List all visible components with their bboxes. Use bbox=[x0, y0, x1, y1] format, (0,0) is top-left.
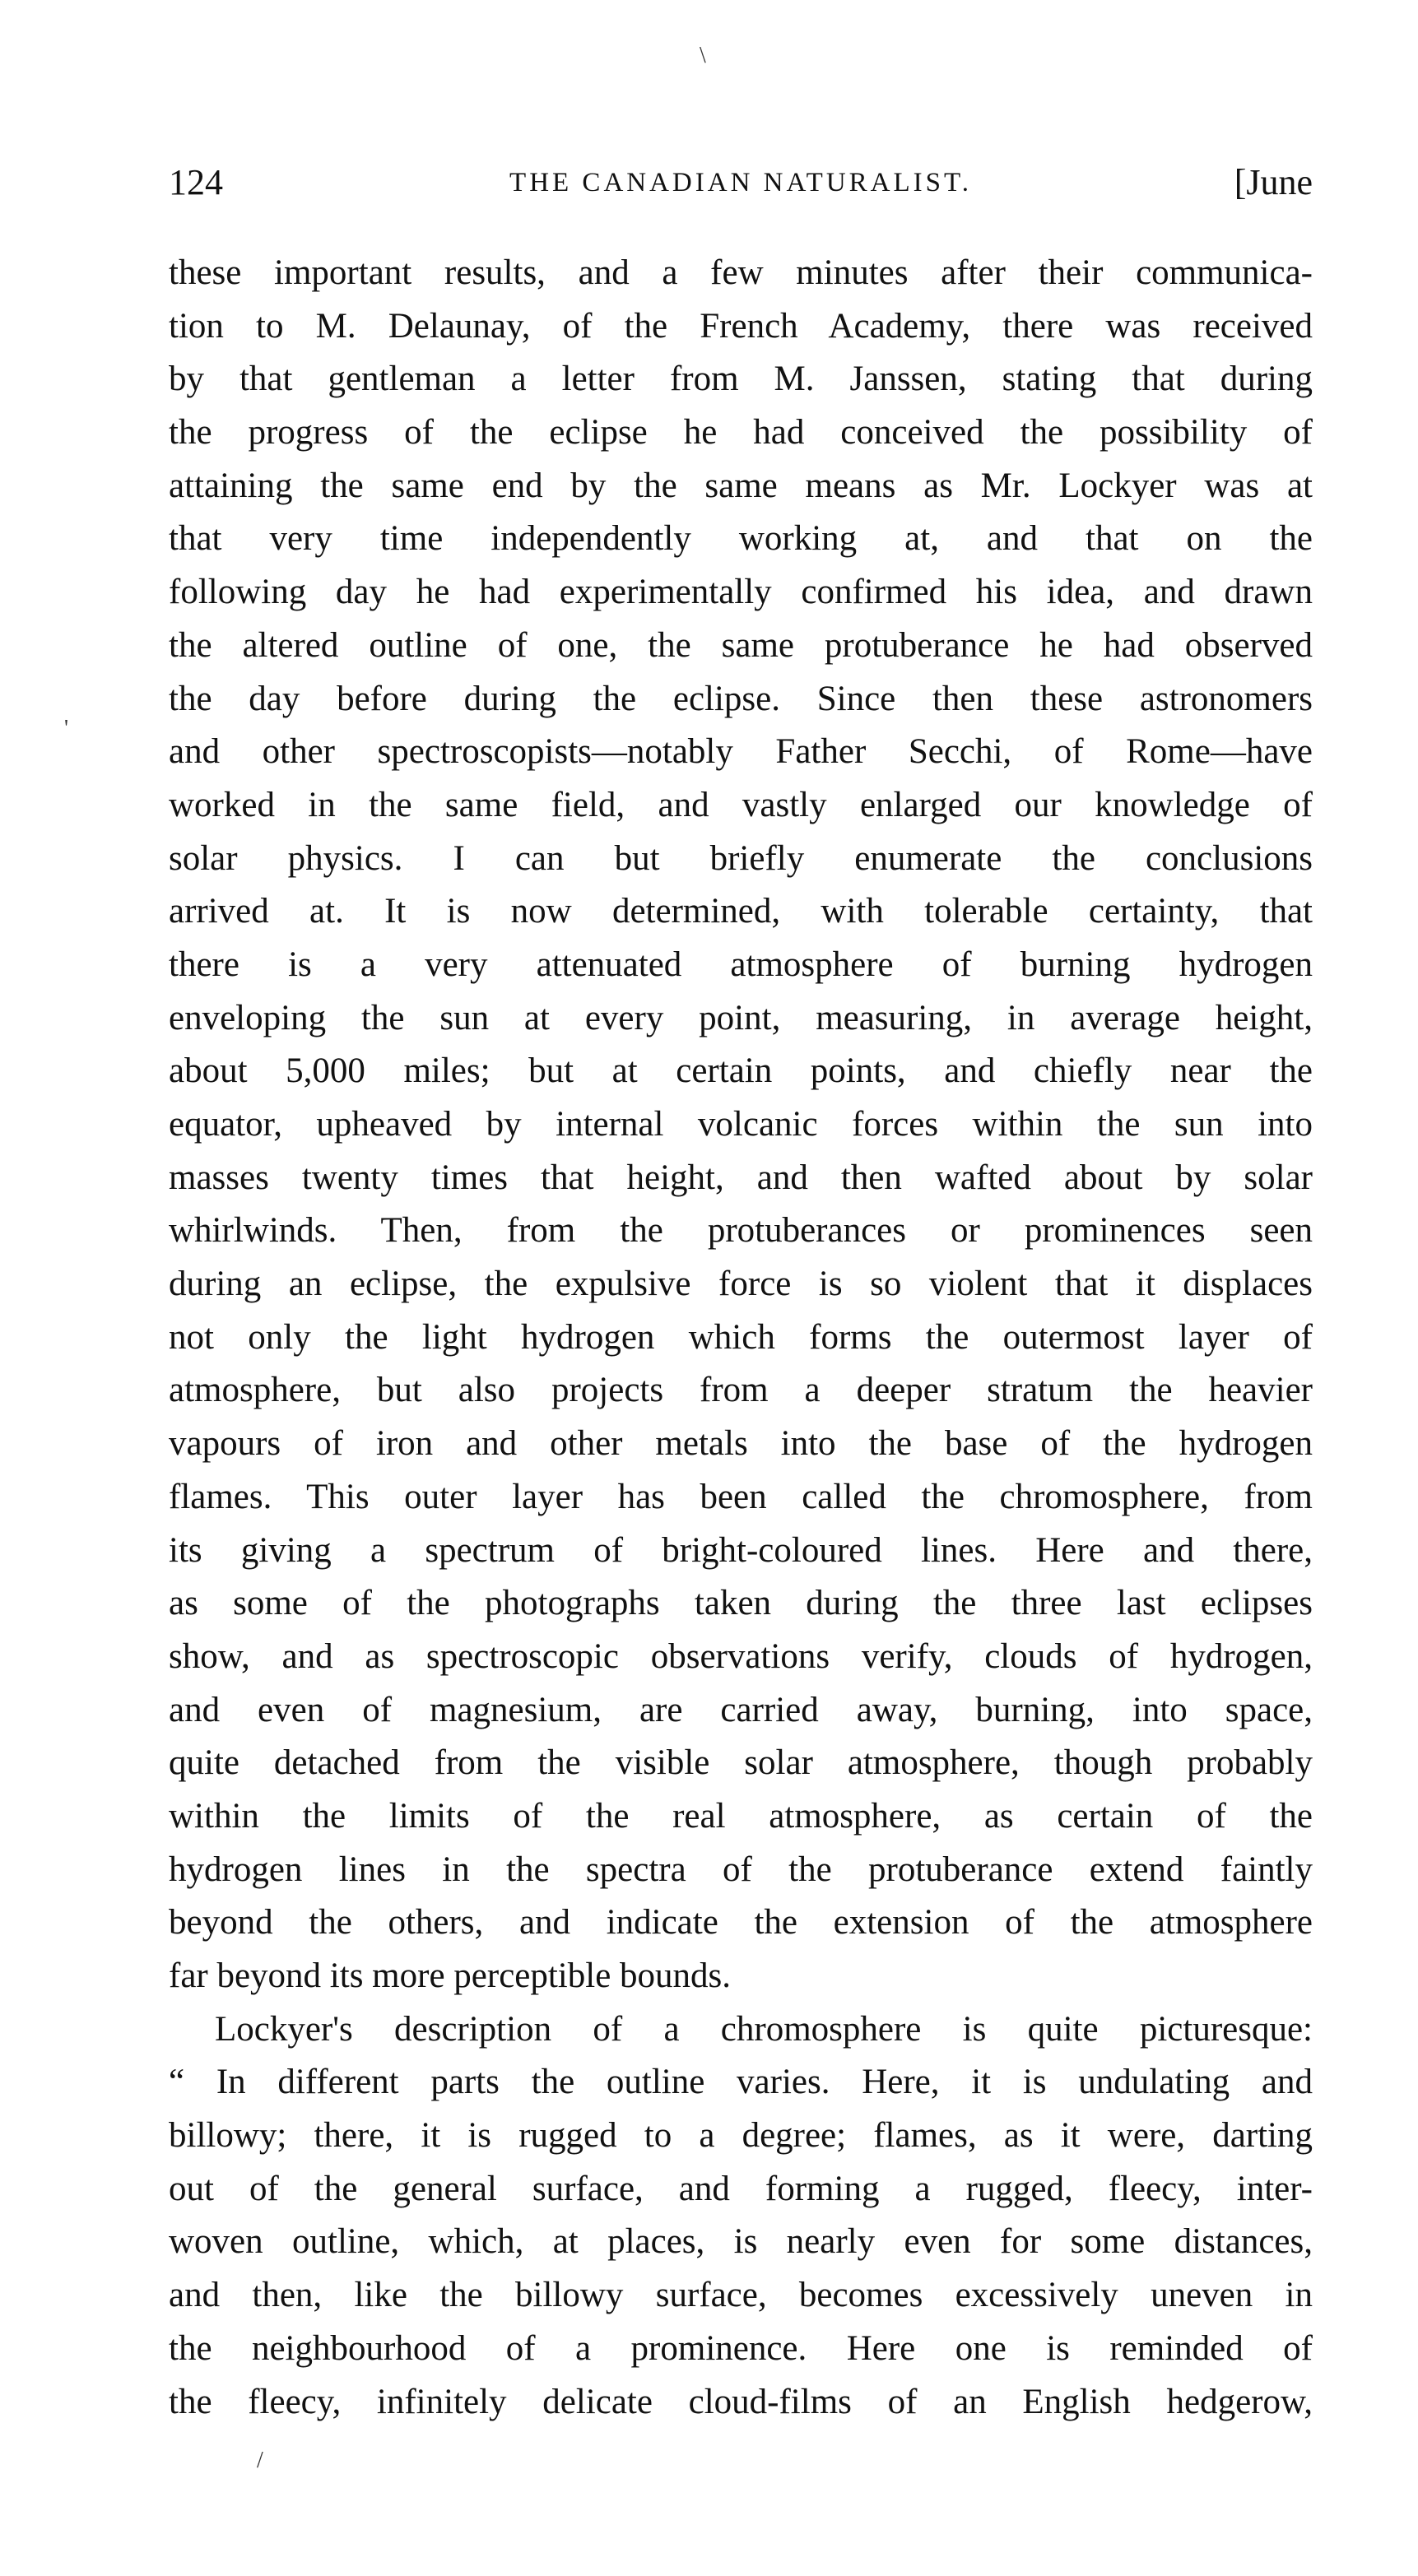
text-line: and even of magnesium, are carried away, burning, into space, bbox=[169, 1690, 1313, 1729]
text-line: arrived at. It is now determined, with tolerable certainty, that bbox=[169, 892, 1313, 931]
text-line: these important results, and a few minutes after their communica- bbox=[169, 253, 1313, 292]
text-line: enveloping the sun at every point, measuring, in average height, bbox=[169, 998, 1313, 1037]
text-line: and then, like the billowy surface, becomes excessively uneven in bbox=[169, 2276, 1313, 2315]
text-line: quite detached from the visible solar atmosphere, though probably bbox=[169, 1743, 1313, 1783]
text-line: as some of the photographs taken during the three last eclipses bbox=[169, 1584, 1313, 1623]
body-text bbox=[169, 247, 1313, 2429]
text-line: the neighbourhood of a prominence. Here one is reminded of bbox=[169, 2328, 1313, 2368]
issue-month: [June bbox=[1234, 162, 1313, 202]
text-line: about 5,000 miles; but at certain points, and chiefly near the bbox=[169, 1051, 1313, 1091]
text-line: the fleecy, infinitely delicate cloud-films of an English hedgerow, bbox=[169, 2382, 1313, 2421]
text-line: that very time independently working at, and that on the bbox=[169, 519, 1313, 559]
text-line: attaining the same end by the same means as Mr. Lockyer was at bbox=[169, 466, 1313, 505]
text-line: Lockyer's description of a chromosphere is quite picturesque: bbox=[215, 2009, 1313, 2049]
text-line: masses twenty times that height, and then wafted about by solar bbox=[169, 1158, 1313, 1197]
running-header bbox=[169, 158, 1313, 207]
text-line: solar physics. I can but briefly enumerate the conclusions bbox=[169, 838, 1313, 878]
text-line: billowy; there, it is rugged to a degree; flames, as it were, darting bbox=[169, 2116, 1313, 2156]
scan-speck: \ bbox=[700, 43, 706, 68]
text-line: worked in the same field, and vastly enlarged our knowledge of bbox=[169, 785, 1313, 824]
text-line: the progress of the eclipse he had conceived the possibility of bbox=[169, 413, 1313, 453]
text-line: show, and as spectroscopic observations verify, clouds of hydrogen, bbox=[169, 1636, 1313, 1676]
text-line: woven outline, which, at places, is nearly even for some distances, bbox=[169, 2222, 1313, 2262]
text-line: during an eclipse, the expulsive force is so violent that it displaces bbox=[169, 1265, 1313, 1304]
text-line: its giving a spectrum of bright-coloured lines. Here and there, bbox=[169, 1530, 1313, 1570]
text-line: atmosphere, but also projects from a deeper stratum the heavier bbox=[169, 1371, 1313, 1410]
text-line: “ In different parts the outline varies. Here, it is undulating and bbox=[169, 2063, 1313, 2102]
text-line: within the limits of the real atmosphere, as certain of the bbox=[169, 1796, 1313, 1836]
text-line: there is a very attenuated atmosphere of burning hydrogen bbox=[169, 945, 1313, 984]
text-line: following day he had experimentally confirmed his idea, and drawn bbox=[169, 573, 1313, 612]
page-number: 124 bbox=[169, 162, 223, 202]
text-line: the day before during the eclipse. Since then these astronomers bbox=[169, 679, 1313, 718]
text-line: vapours of iron and other metals into the base of the hydrogen bbox=[169, 1424, 1313, 1464]
text-line: beyond the others, and indicate the extension of the atmosphere bbox=[169, 1903, 1313, 1942]
text-line: hydrogen lines in the spectra of the protuberance extend faintly bbox=[169, 1850, 1313, 1889]
text-line: out of the general surface, and forming a rugged, fleecy, inter- bbox=[169, 2169, 1313, 2208]
text-line: tion to M. Delaunay, of the French Academy, there was received bbox=[169, 306, 1313, 346]
text-line: and other spectroscopists—notably Father Secchi, of Rome—have bbox=[169, 732, 1313, 772]
scan-speck: ' bbox=[64, 716, 69, 741]
text-line: equator, upheaved by internal volcanic forces within the sun into bbox=[169, 1105, 1313, 1144]
scan-speck: / bbox=[257, 2448, 263, 2473]
text-line: flames. This outer layer has been called the chromosphere, from bbox=[169, 1477, 1313, 1516]
text-line: not only the light hydrogen which forms the outermost layer of bbox=[169, 1317, 1313, 1357]
running-title: THE CANADIAN NATURALIST. bbox=[509, 168, 972, 197]
paragraph bbox=[169, 2003, 1313, 2430]
text-line: the altered outline of one, the same protuberance he had observed bbox=[169, 625, 1313, 665]
paragraph bbox=[169, 247, 1313, 2003]
text-line: by that gentleman a letter from M. Janssen, stating that during bbox=[169, 360, 1313, 399]
text-line: whirlwinds. Then, from the protuberances or prominences seen bbox=[169, 1211, 1313, 1251]
text-line: far beyond its more perceptible bounds. bbox=[169, 1956, 732, 1995]
